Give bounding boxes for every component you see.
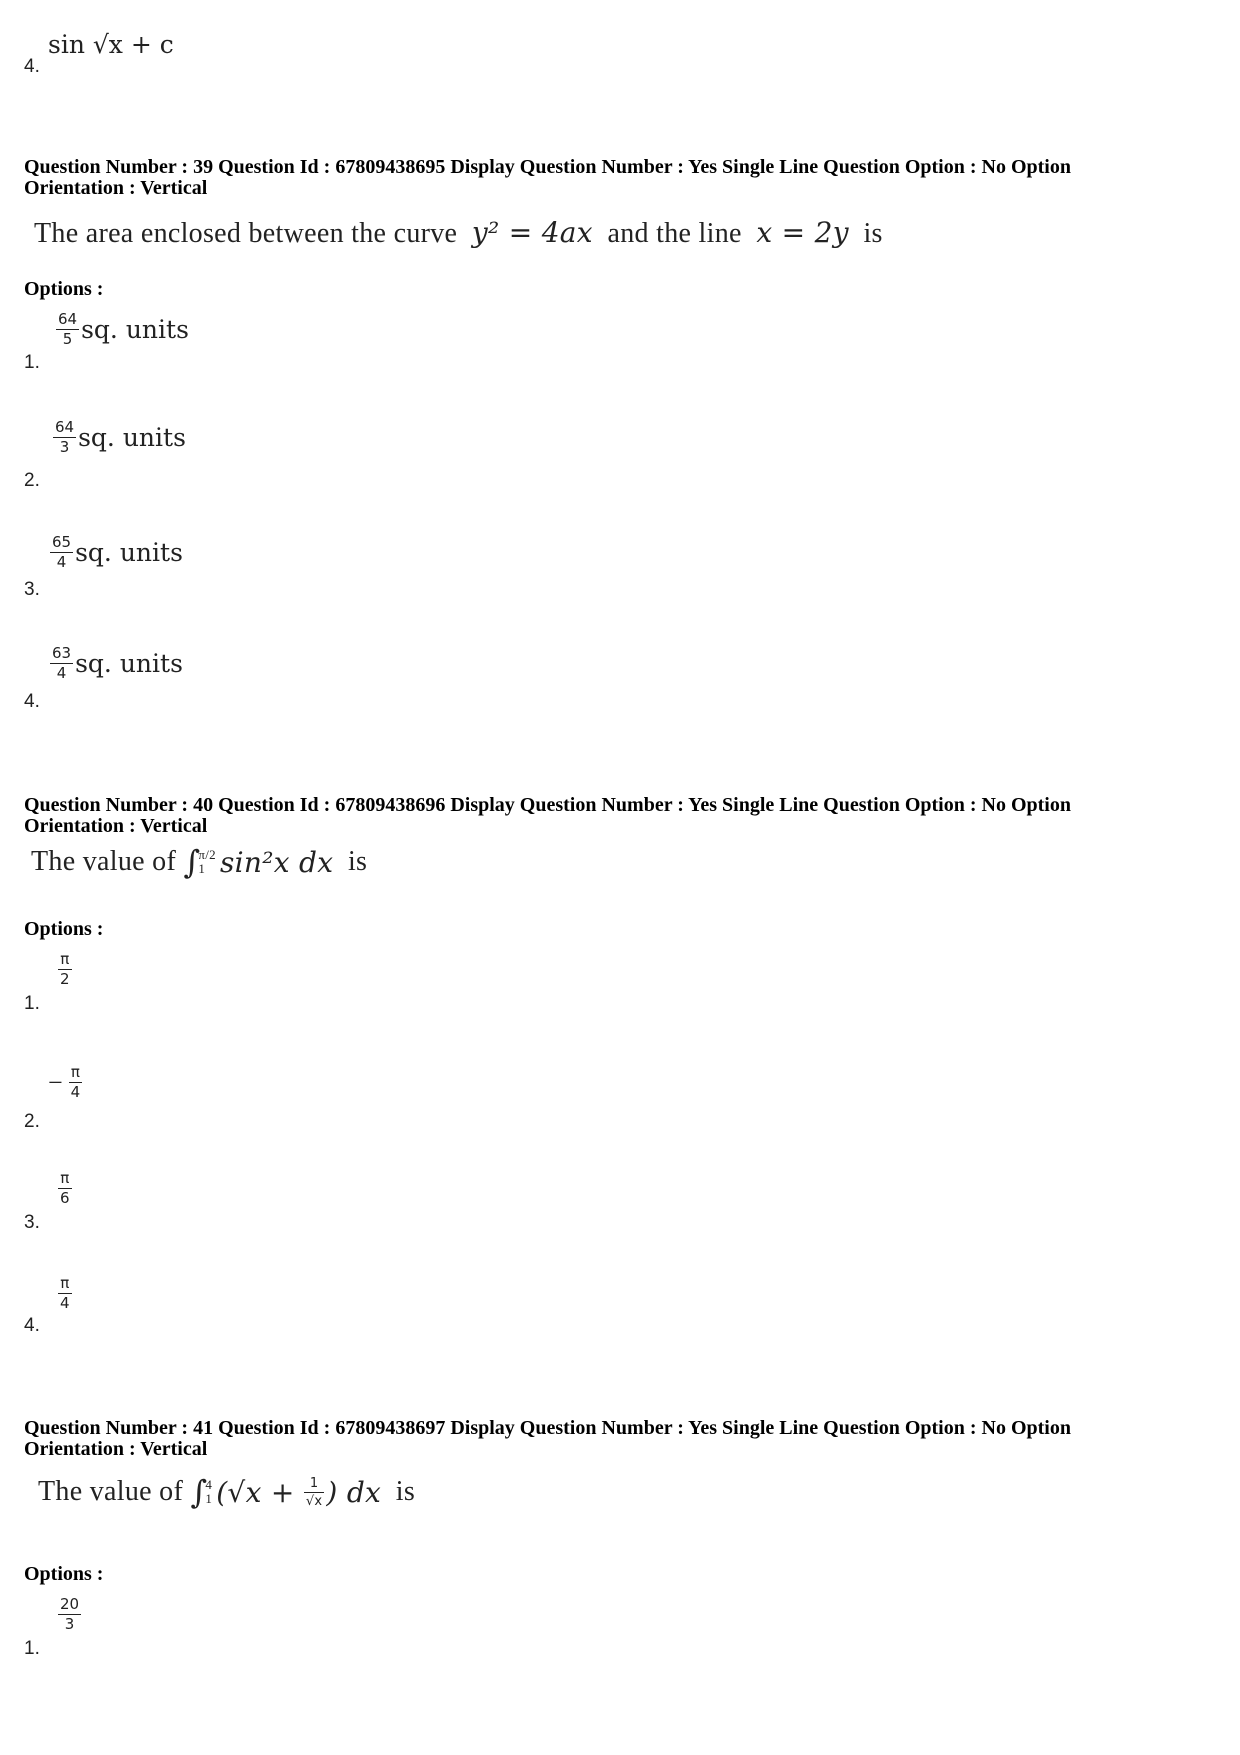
q39-text-mid: and the line: [607, 218, 742, 249]
q40-option-4[interactable]: [58, 1275, 74, 1312]
prev-option-4-math: [48, 30, 174, 59]
numerator: π: [60, 1169, 70, 1187]
numerator: π: [60, 950, 70, 968]
q39-text-prefix: The area enclosed between the curve: [34, 218, 458, 249]
q41-option-1[interactable]: [58, 1596, 83, 1633]
fraction: [58, 1170, 72, 1207]
q40-option-2[interactable]: [48, 1064, 84, 1101]
units: sq. units: [78, 423, 186, 452]
q39-option-1[interactable]: [56, 311, 189, 348]
q41-text-prefix: The value of: [38, 1476, 184, 1507]
units: sq. units: [81, 315, 189, 344]
q40-text-suffix: is: [347, 846, 368, 877]
q40-option-3[interactable]: [58, 1170, 74, 1207]
numerator: π: [70, 1063, 80, 1081]
integrand-close: ) dx: [326, 1475, 382, 1509]
denominator: 4: [56, 664, 67, 682]
question-40-header: Question Number : 40 Question Id : 67809438696 Display Question Number : Yes Single Line Question Option : No Option Orientation : Vertical: [24, 794, 1071, 837]
integral-limits: [198, 848, 216, 876]
numerator: 65: [52, 533, 72, 551]
q39-curve-equation: y² = 4ax: [471, 216, 593, 249]
q39-option-3[interactable]: [50, 534, 183, 571]
minus-sign: −: [48, 1067, 63, 1097]
q39-text-suffix: is: [863, 218, 883, 249]
fraction: [50, 534, 73, 571]
inner-fraction: [304, 1476, 325, 1509]
q41-text-suffix: is: [395, 1476, 416, 1507]
fraction: [58, 1275, 72, 1312]
question-41-header: Question Number : 41 Question Id : 67809438697 Display Question Number : Yes Single Line Question Option : No Option Orientation : Vertical: [24, 1417, 1071, 1460]
denominator: 5: [62, 330, 73, 348]
upper-limit: π/2: [198, 847, 216, 862]
denominator: 2: [60, 970, 70, 988]
numerator: 64: [55, 418, 75, 436]
question-39-text: [34, 216, 883, 250]
q39-option-2-number: 2.: [24, 470, 40, 491]
fraction: [53, 419, 76, 456]
question-39-header: Question Number : 39 Question Id : 67809438695 Display Question Number : Yes Single Line Question Option : No Option Orientation : Vertical: [24, 156, 1071, 199]
numerator: 64: [58, 310, 78, 328]
denominator: 4: [70, 1083, 81, 1101]
q40-option-2-number: 2.: [24, 1111, 40, 1132]
units: sq. units: [75, 649, 183, 678]
numerator: π: [60, 1274, 70, 1292]
q39-option-4[interactable]: [50, 645, 183, 682]
integrand-open: (√x +: [216, 1475, 304, 1509]
numerator: 63: [52, 644, 72, 662]
integrand: sin²x dx: [219, 845, 334, 879]
question-41-options-label: Options :: [24, 1563, 104, 1585]
q40-option-1-number: 1.: [24, 993, 40, 1014]
q40-text-prefix: The value of: [31, 846, 177, 877]
question-41-text: [38, 1473, 415, 1511]
q41-option-1-number: 1.: [24, 1638, 40, 1659]
numerator: 1: [309, 1475, 319, 1491]
integral-sign: ∫: [190, 1473, 208, 1511]
denominator: 6: [60, 1189, 70, 1207]
fraction: [50, 645, 73, 682]
question-40-text: [31, 843, 367, 881]
denominator: 3: [59, 438, 70, 456]
denominator: 3: [64, 1615, 75, 1633]
q39-option-4-number: 4.: [24, 691, 40, 712]
question-40-options-label: Options :: [24, 918, 104, 940]
denominator: √x: [305, 1493, 323, 1509]
fraction: [69, 1064, 83, 1101]
q39-option-2[interactable]: [53, 419, 186, 456]
denominator: 4: [60, 1294, 70, 1312]
fraction: [58, 951, 72, 988]
q40-option-3-number: 3.: [24, 1212, 40, 1233]
fraction: [56, 311, 79, 348]
q39-line-equation: x = 2y: [756, 216, 849, 249]
integral-sign: ∫: [183, 843, 201, 881]
fraction: [58, 1596, 81, 1633]
q39-option-3-number: 3.: [24, 579, 40, 600]
q40-option-1[interactable]: [58, 951, 74, 988]
denominator: 4: [56, 553, 67, 571]
numerator: 20: [60, 1595, 80, 1613]
upper-limit: 4: [205, 1477, 213, 1492]
lower-limit: 1: [198, 861, 206, 876]
q40-option-4-number: 4.: [24, 1315, 40, 1336]
question-39-options-label: Options :: [24, 278, 104, 300]
units: sq. units: [75, 538, 183, 567]
prev-option-4-number: 4.: [24, 56, 40, 77]
q39-option-1-number: 1.: [24, 352, 40, 373]
lower-limit: 1: [205, 1491, 213, 1506]
prev-option-4-text: sin √x + c: [48, 30, 174, 59]
